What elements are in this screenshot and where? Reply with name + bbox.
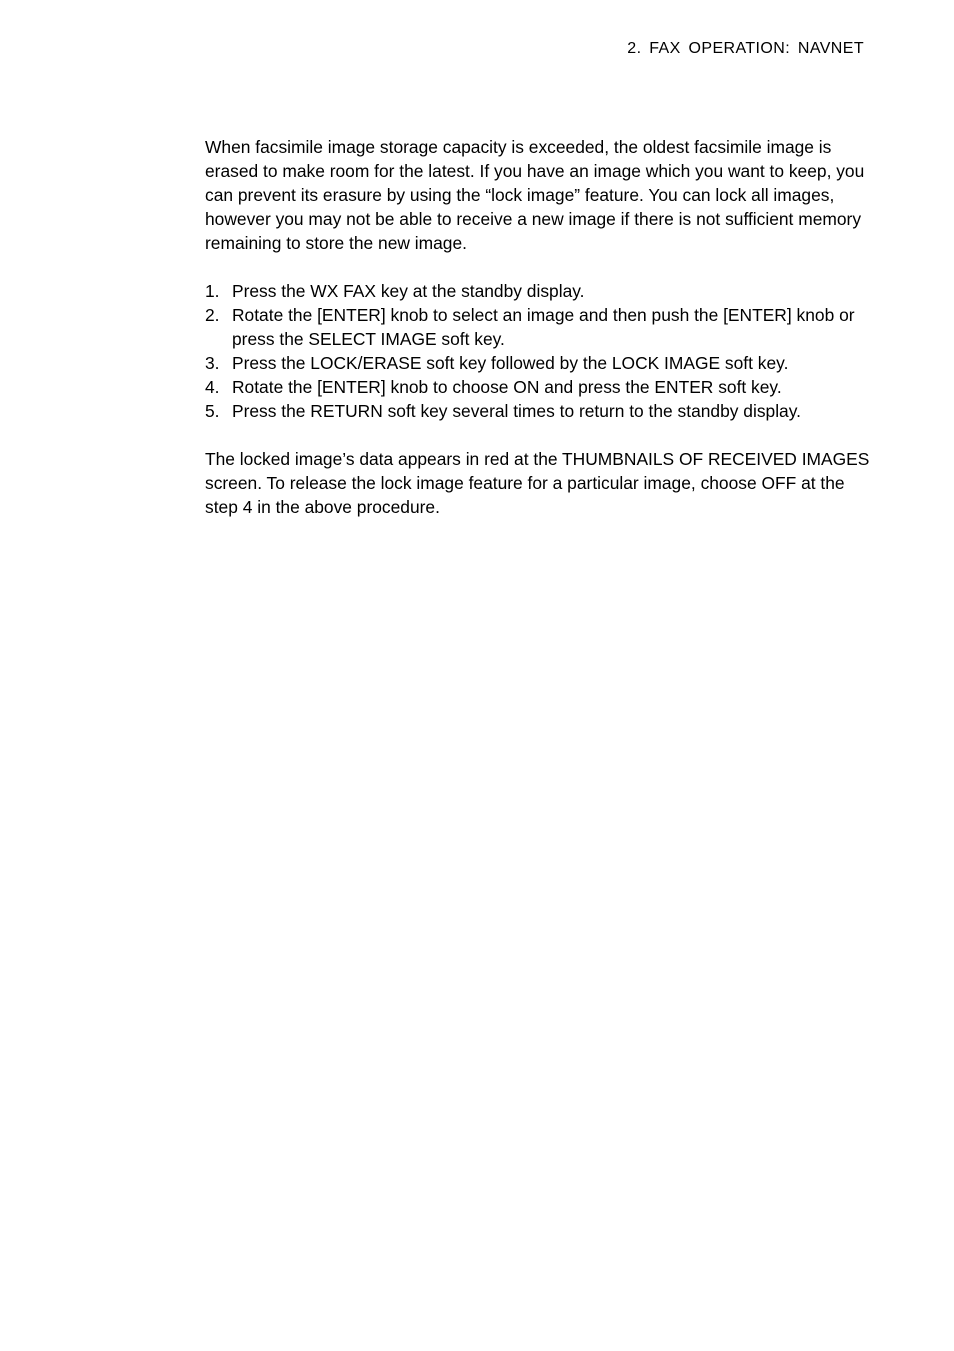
step-text: Press the LOCK/ERASE soft key followed by the LOCK IMAGE soft key. [232, 353, 789, 373]
document-body [205, 135, 870, 543]
procedure-steps [205, 279, 870, 423]
step-text: Press the RETURN soft key several times to return to the standby display. [232, 401, 801, 421]
step-item [205, 375, 870, 399]
step-item [205, 279, 870, 303]
step-text: Rotate the [ENTER] knob to choose ON and press the ENTER soft key. [232, 377, 782, 397]
step-text: Rotate the [ENTER] knob to select an image and then push the [ENTER] knob or press the SELECT IMAGE soft key. [232, 305, 855, 349]
step-number: 4. [205, 377, 220, 397]
step-item [205, 351, 870, 375]
step-text: Press the WX FAX key at the standby display. [232, 281, 585, 301]
step-item [205, 399, 870, 423]
page-header: 2. FAX OPERATION: NAVNET [627, 40, 864, 57]
step-number: 5. [205, 401, 220, 421]
step-number: 1. [205, 281, 220, 301]
step-item [205, 303, 870, 351]
step-number: 2. [205, 305, 220, 325]
intro-paragraph: When facsimile image storage capacity is exceeded, the oldest facsimile image is erased to make room for the latest. If you have an image which you want to keep, you can prevent its erasure by using the “lock image” feature. You can lock all images, however you may not be able to receive a new image if there is not sufficient memory remaining to store the new image. [205, 137, 865, 253]
closing-paragraph: The locked image’s data appears in red at the THUMBNAILS OF RECEIVED IMAGES screen. To release the lock image feature for a particular image, choose OFF at the step 4 in the above procedure. [205, 449, 870, 517]
step-number: 3. [205, 353, 220, 373]
